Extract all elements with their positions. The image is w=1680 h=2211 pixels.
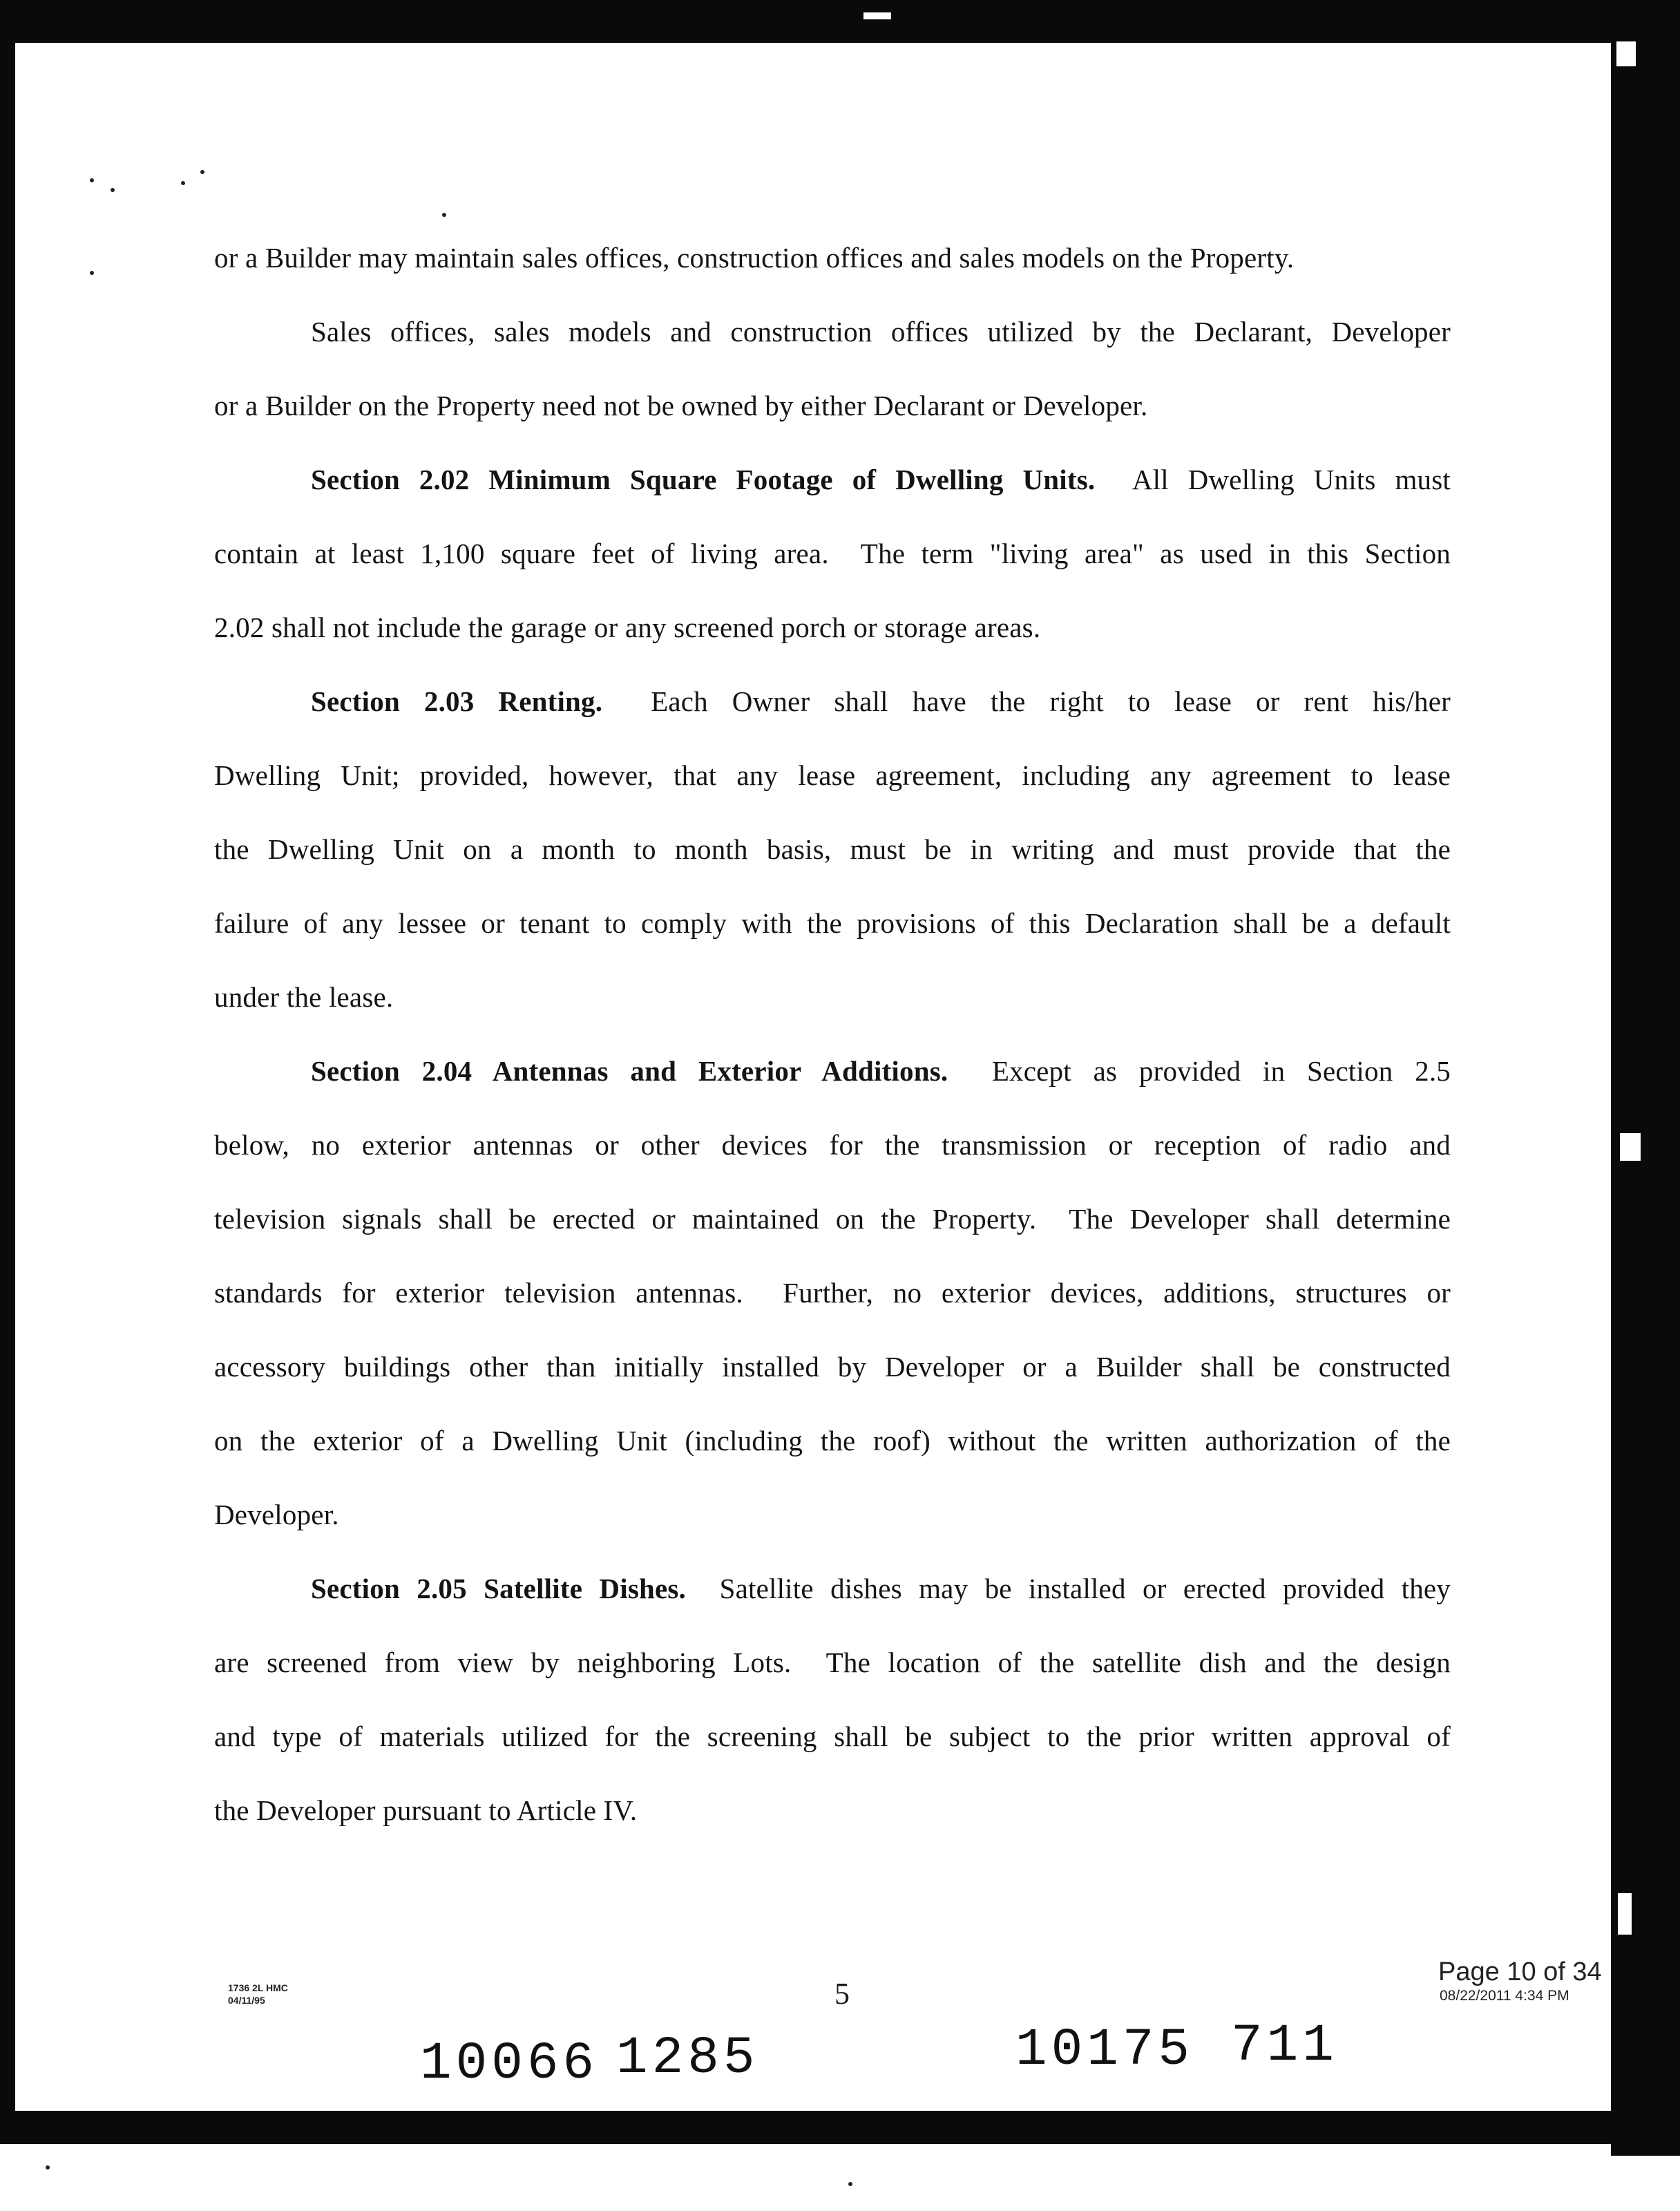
line-text: Dwelling Unit; provided, however, that any lease agreement, including any agreement to lease — [214, 759, 1451, 791]
text-line — [214, 665, 1451, 739]
text-line — [214, 1552, 1451, 1626]
text-line — [214, 591, 1451, 665]
section-heading: Section 2.02 Minimum Square Footage of Dwelling Units. — [311, 464, 1096, 495]
text-line — [214, 443, 1451, 517]
line-text: failure of any lessee or tenant to comply with the provisions of this Declaration shall be a default — [214, 907, 1451, 939]
line-text: All Dwelling Units must — [1095, 464, 1451, 495]
text-line — [214, 1700, 1451, 1774]
scan-dot — [848, 2182, 852, 2186]
text-line — [214, 1108, 1451, 1182]
scan-border-left — [0, 0, 15, 2142]
line-text: are screened from view by neighboring Lots. The location of the satellite dish and the design — [214, 1647, 1451, 1678]
text-line — [214, 1034, 1451, 1108]
section-heading: Section 2.03 Renting. — [311, 685, 603, 717]
scan-speck — [1618, 1893, 1632, 1935]
section-heading: Section 2.04 Antennas and Exterior Additions. — [311, 1055, 948, 1087]
line-text: under the lease. — [214, 981, 394, 1013]
scan-border-top — [0, 0, 1680, 43]
page-number-left: 1285 — [616, 2029, 759, 2088]
text-line — [214, 739, 1451, 813]
page-number: 5 — [834, 1977, 850, 2011]
text-line — [214, 295, 1451, 369]
line-text: 2.02 shall not include the garage or any screened porch or storage areas. — [214, 611, 1041, 643]
line-text: accessory buildings other than initially installed by Developer or a Builder shall be constructed — [214, 1351, 1451, 1383]
line-text: Satellite dishes may be installed or erected provided they — [685, 1573, 1451, 1604]
text-line — [214, 517, 1451, 591]
line-text: Except as provided in Section 2.5 — [948, 1055, 1451, 1087]
scan-dot — [46, 2165, 50, 2170]
scan-speck — [1616, 41, 1636, 66]
print-timestamp: 08/22/2011 4:34 PM — [1440, 1988, 1569, 2004]
scan-speck — [863, 12, 891, 19]
line-text: or a Builder on the Property need not be owned by either Declarant or Developer. — [214, 390, 1148, 421]
scan-border-bottom — [0, 2111, 1680, 2144]
document-code-id: 1736 2L HMC — [228, 1982, 288, 1993]
line-text: the Dwelling Unit on a month to month basis, must be in writing and must provide that the — [214, 833, 1451, 865]
scan-dot — [181, 181, 185, 185]
section-heading: Section 2.05 Satellite Dishes. — [311, 1573, 686, 1604]
text-line — [214, 960, 1451, 1034]
scan-dot — [90, 178, 94, 182]
text-line — [214, 1774, 1451, 1848]
page-stamp — [1438, 1957, 1602, 2005]
page-count-label: Page 10 of 34 — [1438, 1957, 1602, 1986]
document-code-date: 04/11/95 — [228, 1995, 265, 2006]
line-text: or a Builder may maintain sales offices, construction offices and sales models on the Property. — [214, 242, 1295, 274]
text-line — [214, 813, 1451, 886]
text-line — [214, 221, 1451, 295]
text-line — [214, 1256, 1451, 1330]
line-text: the Developer pursuant to Article IV. — [214, 1794, 638, 1826]
text-line — [214, 369, 1451, 443]
scan-dot — [111, 188, 115, 192]
scan-border-right — [1611, 0, 1680, 2156]
document-body — [214, 221, 1451, 1848]
line-text: television signals shall be erected or maintained on the Property. The Developer shall determine — [214, 1203, 1451, 1235]
scan-speck — [1620, 1133, 1641, 1161]
line-text: below, no exterior antennas or other devices for the transmission or reception of radio and — [214, 1129, 1451, 1161]
scan-dot — [90, 271, 94, 275]
scan-dot — [200, 170, 204, 174]
line-text: on the exterior of a Dwelling Unit (including the roof) without the written authorization of the — [214, 1425, 1451, 1456]
text-line — [214, 1182, 1451, 1256]
page-number-right: 711 — [1231, 2016, 1338, 2076]
text-line — [214, 1626, 1451, 1700]
line-text: Each Owner shall have the right to lease or rent his/her — [602, 685, 1451, 717]
text-line — [214, 1478, 1451, 1552]
book-number-left: 10066 — [420, 2034, 599, 2094]
text-line — [214, 1330, 1451, 1404]
line-text: and type of materials utilized for the screening shall be subject to the prior written approval of — [214, 1720, 1451, 1752]
text-line — [214, 886, 1451, 960]
text-line — [214, 1404, 1451, 1478]
document-code — [228, 1982, 288, 2006]
line-text: Developer. — [214, 1499, 339, 1530]
book-number-right: 10175 — [1015, 2020, 1194, 2080]
line-text: standards for exterior television antennas. Further, no exterior devices, additions, structures or — [214, 1277, 1451, 1309]
scan-dot — [442, 213, 446, 217]
line-text: Sales offices, sales models and construction offices utilized by the Declarant, Developer — [311, 316, 1451, 348]
line-text: contain at least 1,100 square feet of living area. The term "living area" as used in this Section — [214, 538, 1451, 569]
